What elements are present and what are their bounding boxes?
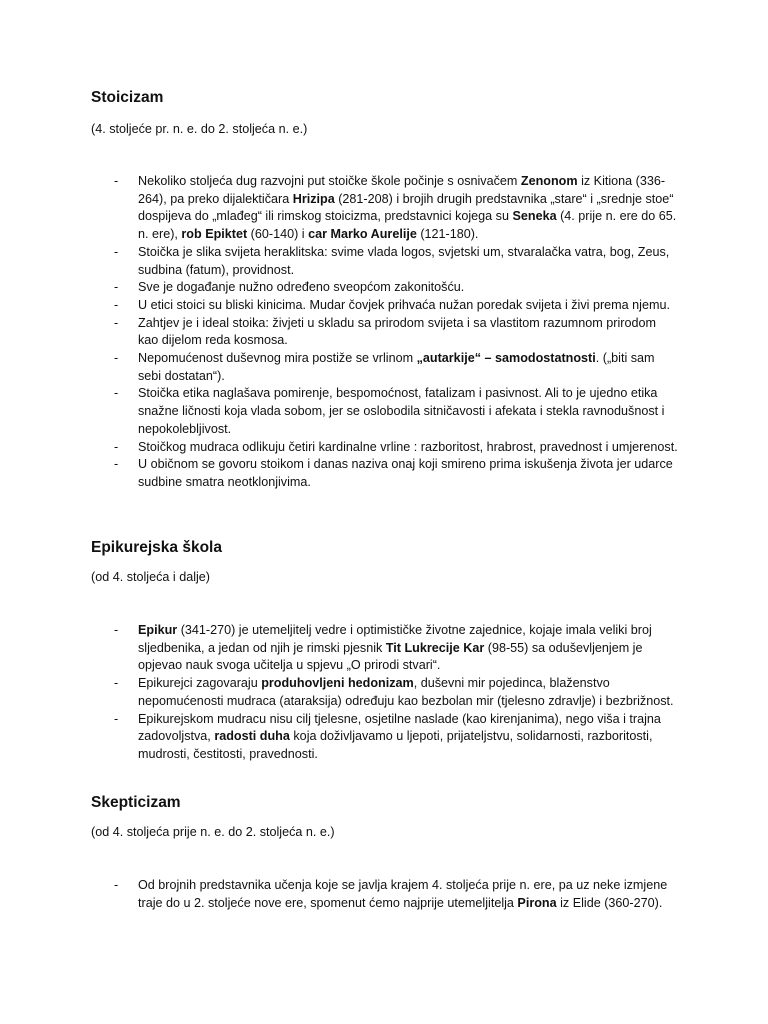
- list-item: [0, 675, 678, 710]
- bullet-dash: -: [114, 676, 119, 691]
- bold-text: „autarkije“ – samodostatnosti: [416, 351, 596, 366]
- item-text: Nepomućenost duševnog mira postiže se vrlinom: [138, 351, 417, 366]
- list-item: [0, 315, 678, 350]
- bullet-dash: -: [114, 878, 119, 892]
- bullet-dash: -: [114, 297, 119, 312]
- bullet-dash: -: [114, 315, 119, 330]
- bold-text: car Marko Aurelije: [308, 227, 417, 242]
- bold-text: Pirona: [517, 895, 557, 910]
- item-text: U običnom se govoru stoikom i danas naziva onaj koji smireno prima iskušenja života jer udarce sudbine smatra neotklonjivima.: [138, 457, 673, 489]
- list-item: [0, 711, 678, 764]
- bullet-dash: -: [114, 439, 119, 454]
- list-item: [0, 173, 678, 244]
- item-text: koja doživljavamo u ljepoti, prijateljstvu, solidarnosti, razboritosti, mudrosti, čestitosti, pravednosti.: [138, 729, 653, 761]
- list-item: [0, 622, 678, 675]
- item-text: U etici stoici su bliski kinicima. Mudar čovjek prihvaća nužan poredak svijeta i živi prema njemu.: [138, 297, 670, 312]
- bold-text: Zenonom: [520, 174, 578, 188]
- bullet-dash: -: [114, 351, 119, 366]
- bold-text: Tit Lukrecije Kar: [385, 640, 485, 655]
- item-text: iz Kitiona (336-264), pa preko dijalektičara: [138, 174, 666, 206]
- bullet-list: [0, 622, 768, 764]
- list-item: [0, 297, 678, 315]
- item-text: Epikurejskom mudracu nisu cilj tjelesne, osjetilne naslade (kao kirenjanima), nego viša i trajna zadovoljstva,: [138, 711, 661, 744]
- item-text: , duševni mir pojedinca, blaženstvo nepomućenosti mudraca (ataraksija) određuju kao bezbolan mir (tjelesno zdravlje) i bezbrižnost.: [138, 676, 674, 708]
- item-text: Stoička je slika svijeta heraklitska: svime vlada logos, svjetski um, stvaralačka vatra, bog, Zeus, sudbina (fatum), providnost.: [138, 244, 670, 277]
- bold-text: produhovljeni hedonizam: [261, 676, 414, 691]
- item-text: (4. prije n. ere do 65. n. ere),: [138, 209, 677, 242]
- list-item: [0, 385, 678, 438]
- section-title-skepticizam: Skepticizam: [91, 794, 181, 811]
- item-text: (281-208) i brojih drugih predstavnika „stare“ i „srednje stoe“ dospijeva do „mlađeg“ ili rimskog stoicizma, predstavnici kojega su: [138, 191, 674, 224]
- list-item: [0, 877, 678, 912]
- bold-text: rob Epiktet: [181, 227, 248, 242]
- item-text: (341-270) je utemeljitelj vedre i optimističke životne zajednice, kojaje imala veliki broj sljedbenika, a jedan od njih je rimski pjesnik: [138, 623, 652, 655]
- list-item: [0, 439, 678, 457]
- item-text: Epikurejci zagovaraju: [138, 676, 262, 691]
- bullet-dash: -: [114, 623, 119, 637]
- section-title-stoicizam: Stoicizam: [91, 89, 164, 106]
- item-text: iz Elide (360-270).: [556, 895, 663, 910]
- bold-text: Hrizipa: [292, 191, 335, 206]
- item-text: Nekoliko stoljeća dug razvojni put stoičke škole počinje s osnivačem: [138, 174, 521, 188]
- item-text: Sve je događanje nužno određeno sveopćom zakonitošću.: [138, 280, 465, 295]
- item-text: (121-180).: [416, 227, 479, 242]
- bold-text: radosti duha: [214, 729, 290, 744]
- section-subtitle-stoicizam: (4. stoljeće pr. n. e. do 2. stoljeća n. e.): [91, 122, 308, 136]
- bold-text: Seneka: [512, 209, 557, 224]
- bullet-dash: -: [114, 457, 119, 472]
- bullet-dash: -: [114, 174, 119, 188]
- bullet-dash: -: [114, 711, 119, 726]
- bullet-dash: -: [114, 280, 119, 295]
- item-text: Zahtjev je i ideal stoika: živjeti u skladu sa prirodom svijeta i sa vlastitom razumnom prirodom kao dijelom reda kosmosa.: [138, 315, 656, 348]
- bullet-dash: -: [114, 386, 119, 401]
- item-text: Od brojnih predstavnika učenja koje se javlja krajem 4. stoljeća prije n. ere, pa uz neke izmjene traje do u 2. stoljeće nove ere, spomenut ćemo najprije utemeljitelja: [138, 878, 668, 910]
- list-item: [0, 456, 678, 491]
- bullet-list: [0, 173, 768, 492]
- item-text: (98-55) sa oduševljenjem je opjevao nauk svoga učitelja u spjevu „O prirodi stvari“.: [138, 640, 643, 673]
- item-text: Stoička etika naglašava pomirenje, bespomoćnost, fatalizam i pasivnost. Ali to je ujedno etika snažne ličnosti koja vlada sobom, jer se oslobodila sitničavosti i afekata i stekla ravnodušnost i nepokolebljivost.: [138, 386, 665, 436]
- list-item: [0, 244, 678, 279]
- list-item: [0, 279, 678, 297]
- item-text: . („biti sam sebi dostatan“).: [138, 351, 655, 383]
- item-text: Stoičkog mudraca odlikuju četiri kardinalne vrline : razboritost, hrabrost, pravednost i umjerenost.: [138, 439, 678, 454]
- section-subtitle-epikurejska-skola: (od 4. stoljeća i dalje): [91, 570, 211, 584]
- item-text: (60-140) i: [247, 227, 309, 242]
- list-item: [0, 350, 678, 385]
- section-title-epikurejska-skola: Epikurejska škola: [91, 539, 222, 556]
- bold-text: Epikur: [138, 623, 178, 637]
- section-subtitle-skepticizam: (od 4. stoljeća prije n. e. do 2. stoljeća n. e.): [91, 825, 335, 839]
- bullet-dash: -: [114, 244, 119, 259]
- bullet-list: [0, 877, 768, 912]
